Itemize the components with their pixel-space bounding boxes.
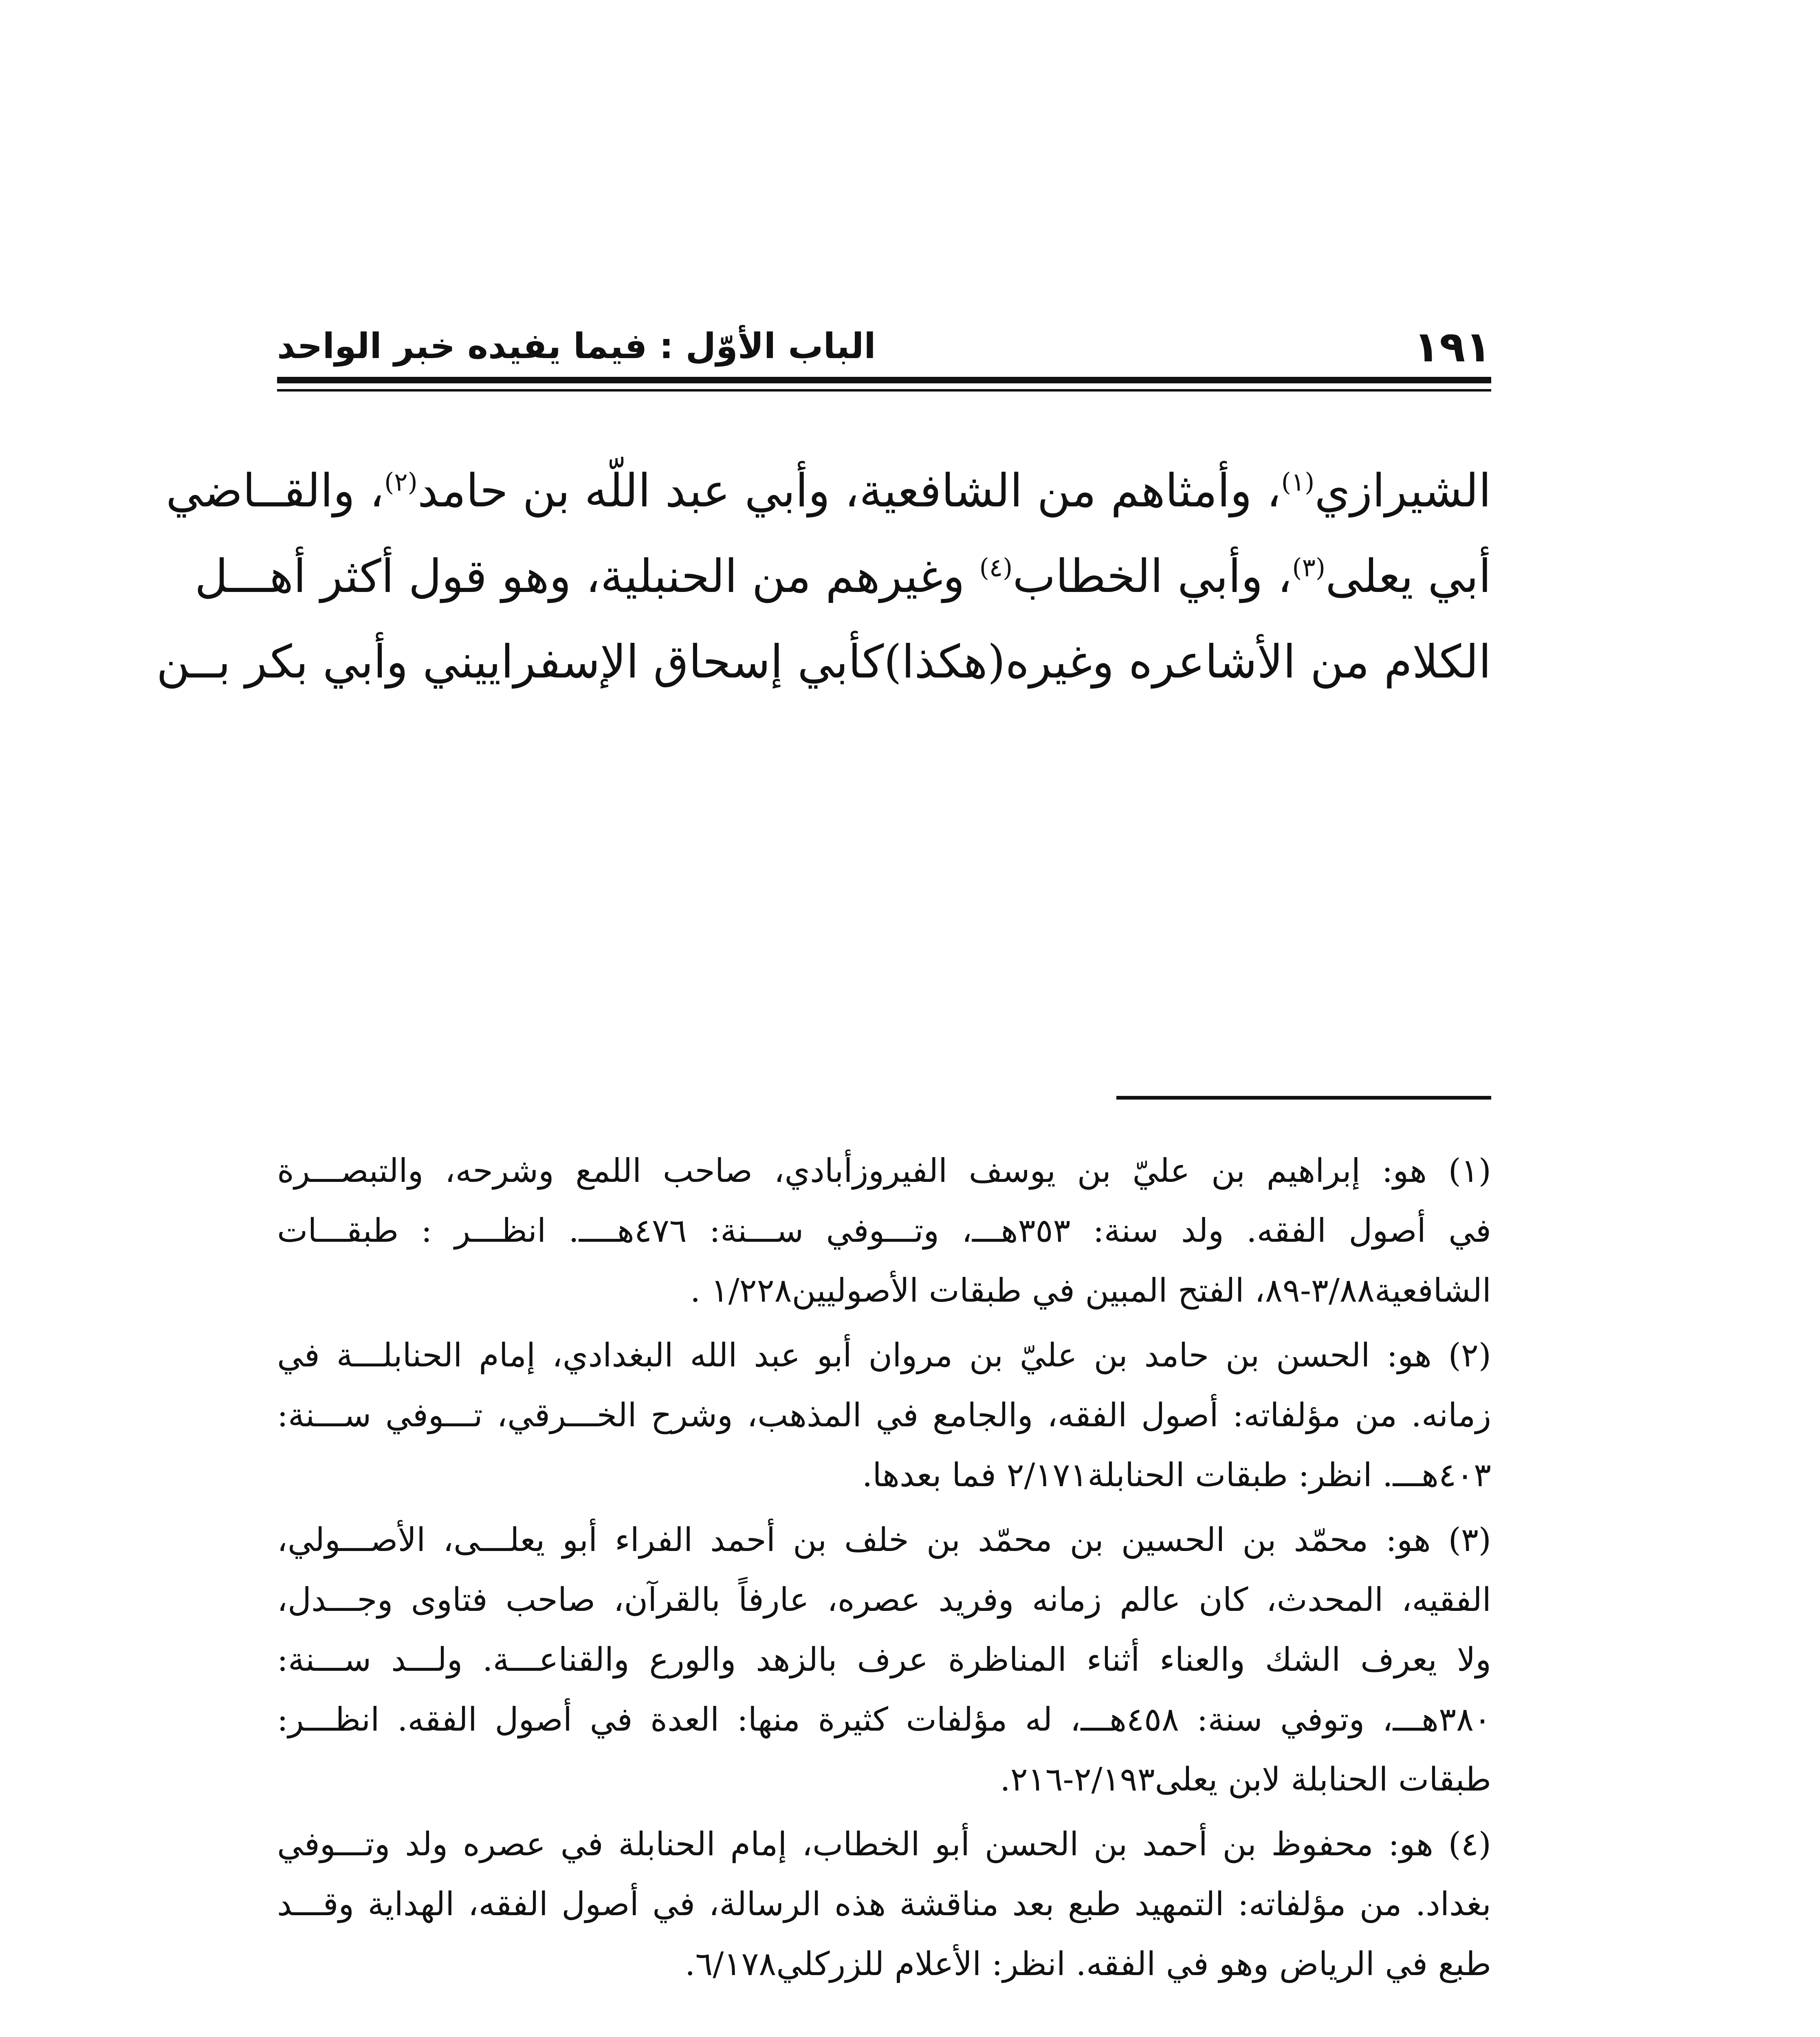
footnote-line: طبع في الرياض وهو في الفقه. انظر: الأعلام للزركلي٦/١٧٨. <box>685 1945 1491 1983</box>
header-rule-thick <box>277 377 1491 383</box>
body-line-3 <box>156 619 1491 705</box>
footnote-line: طبقات الحنابلة لابن يعلى٢/١٩٣-٢١٦. <box>1000 1760 1491 1798</box>
footnote-4 <box>277 1814 1491 1994</box>
running-title: الباب الأوّل : فيما يفيده خبر الواحد <box>277 326 876 367</box>
footnote-line: ٣٨٠هـــ، وتوفي سنة: ٤٥٨هـــ، له مؤلفات كثيرة منها: العدة في أصول الفقه. انظـــر: <box>277 1700 1492 1738</box>
footnote-ref-3[interactable]: (٣) <box>1292 552 1326 583</box>
footnote-line: في أصول الفقه. ولد سنة: ٣٥٣هـــ، وتـــوفي ســـنة: ٤٧٦هــــ. انظـــر : طبقـــات <box>277 1212 1492 1249</box>
footnote-separator <box>1116 1096 1491 1100</box>
page-number: ١٩١ <box>1413 322 1491 372</box>
footnote-line: ٤٠٣هـــ. انظر: طبقات الحنابلة٢/١٧١ فما بعدها. <box>862 1456 1491 1494</box>
footnote-line: ولا يعرف الشك والعناء أثناء المناظرة عرف بالزهد والورع والقناعـــة. ولـــد ســـنة: <box>277 1641 1491 1678</box>
body-text-segment: ، وأبي الخطاب <box>1012 550 1292 603</box>
body-text-segment: الشيرازي <box>1314 464 1491 517</box>
footnote-line: الشافعية٣/٨٨-٨٩، الفتح المبين في طبقات الأصوليين١/٢٢٨ . <box>690 1271 1491 1309</box>
body-line-2 <box>194 534 1491 619</box>
page-header <box>277 322 1491 375</box>
footnote-ref-4[interactable]: (٤) <box>979 552 1013 583</box>
body-line-1 <box>166 448 1491 534</box>
header-rule-thin <box>277 389 1491 392</box>
footnote-ref-2[interactable]: (٢) <box>384 467 418 497</box>
body-text-segment: وغيرهم من الحنبلية، وهو قول أكثر أهـــل <box>194 550 979 603</box>
footnote-line: زمانه. من مؤلفاته: أصول الفقه، والجامع في المذهب، وشرح الخـــرقي، تـــوفي ســـنة: <box>277 1396 1491 1434</box>
body-text-segment: الكلام من الأشاعره وغيره(هكذا)كأبي إسحاق الإسفراييني وأبي بكر بــن <box>156 636 1491 689</box>
footnote-line: (٤) هو: محفوظ بن أحمد بن الحسن أبو الخطاب، إمام الحنابلة في عصره ولد وتـــوفي <box>277 1825 1491 1863</box>
body-paragraph <box>156 448 1491 705</box>
footnote-line: بغداد. من مؤلفاته: التمهيد طبع بعد مناقشة هذه الرسالة، في أصول الفقه، الهداية وقـــد <box>277 1885 1491 1923</box>
footnote-line: (٢) هو: الحسن بن حامد بن عليّ بن مروان أبو عبد الله البغدادي، إمام الحنابلـــة في <box>277 1336 1491 1374</box>
footnote-line: (٣) هو: محمّد بن الحسين بن محمّد بن خلف بن أحمد الفراء أبو يعلـــى، الأصـــولي، <box>277 1521 1492 1559</box>
footnote-3 <box>277 1510 1491 1809</box>
body-text-segment: ، والقــاضي <box>166 464 385 517</box>
footnotes <box>277 1141 1491 1999</box>
footnote-1 <box>277 1141 1491 1320</box>
footnote-ref-1[interactable]: (١) <box>1281 467 1315 497</box>
footnote-line: (١) هو: إبراهيم بن عليّ بن يوسف الفيروزأبادي، صاحب اللمع وشرحه، والتبصـــرة <box>277 1152 1491 1190</box>
footnote-line: الفقيه، المحدث، كان عالم زمانه وفريد عصره، عارفاً بالقرآن، صاحب فتاوى وجـــدل، <box>277 1581 1491 1619</box>
footnote-2 <box>277 1325 1491 1505</box>
body-text-segment: أبي يعلى <box>1325 550 1491 603</box>
body-text-segment: ، وأمثاهم من الشافعية، وأبي عبد اللّه بن حامد <box>417 464 1281 517</box>
